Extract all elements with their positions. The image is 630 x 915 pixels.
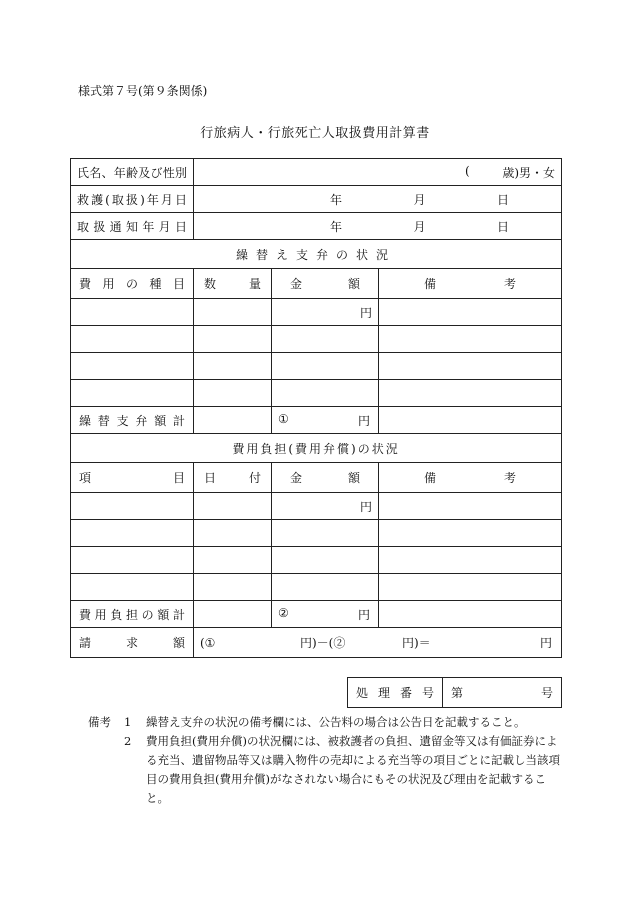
note-item — [88, 713, 568, 732]
col-amount: 金額 — [272, 463, 379, 493]
disbursement-section-title: 繰替え支弁の状況 — [71, 240, 562, 269]
month-label: 月 — [413, 192, 426, 207]
burden-header-row — [71, 463, 562, 493]
claim-formula-field[interactable] — [194, 628, 562, 658]
processing-prefix: 第 — [451, 686, 464, 700]
note-number: 2 — [124, 734, 132, 748]
amount-cell[interactable] — [272, 353, 379, 380]
note-indent — [88, 732, 124, 808]
disbursement-section-row — [71, 240, 562, 269]
remarks-cell[interactable] — [379, 493, 562, 520]
date-cell[interactable] — [194, 520, 272, 547]
processing-number-label: 処理番号 — [348, 678, 443, 708]
col-remarks: 備考 — [379, 463, 562, 493]
yen-unit: 円 — [357, 413, 370, 428]
age-paren-open: ( — [465, 163, 470, 178]
expense-type-cell[interactable] — [71, 380, 194, 407]
table-row — [71, 353, 562, 380]
date-cell[interactable] — [194, 493, 272, 520]
circle-one-mark: ① — [278, 411, 289, 426]
notes-lead: 備考 — [88, 715, 111, 729]
disbursement-total-qty-cell[interactable] — [194, 407, 272, 434]
burden-total-date-cell[interactable] — [194, 601, 272, 628]
claim-part-2: 円)－(② — [300, 636, 346, 650]
note-number: 1 — [124, 715, 132, 729]
remarks-cell[interactable] — [379, 547, 562, 574]
amount-cell[interactable] — [272, 520, 379, 547]
item-cell[interactable] — [71, 493, 194, 520]
remarks-cell[interactable] — [379, 574, 562, 601]
day-label: 日 — [497, 219, 510, 234]
expense-type-cell[interactable] — [71, 326, 194, 353]
table-row — [71, 326, 562, 353]
disbursement-total-row — [71, 407, 562, 434]
table-row — [71, 547, 562, 574]
table-row — [71, 299, 562, 326]
quantity-cell[interactable] — [194, 380, 272, 407]
note-text: 費用負担(費用弁償)の状況欄には、被救護者の負担、遺留金等又は有価証券による充当、遺留物品等又は購入物件の売却による充当等の項目ごとに記載し当該項目の費用負担(費用弁償)がなされない場合にもその状況及び理由を記載すること。 — [146, 734, 560, 805]
col-quantity: 数量 — [194, 269, 272, 299]
claim-part-1: (① — [200, 635, 216, 650]
quantity-cell[interactable] — [194, 326, 272, 353]
amount-cell[interactable]: 円 — [272, 299, 379, 326]
processing-number-table — [347, 677, 562, 708]
name-age-sex-row — [71, 159, 562, 186]
col-item: 項目 — [71, 463, 194, 493]
table-row — [71, 493, 562, 520]
item-cell[interactable] — [71, 547, 194, 574]
quantity-cell[interactable] — [194, 299, 272, 326]
rescue-date-row — [71, 186, 562, 213]
notice-date-label: 取扱通知年月日 — [71, 213, 194, 240]
claim-label: 請求額 — [71, 628, 194, 658]
item-cell[interactable] — [71, 520, 194, 547]
rescue-date-field[interactable] — [194, 186, 562, 213]
notes-section — [88, 713, 568, 808]
name-age-sex-field[interactable] — [194, 159, 562, 186]
claim-part-4: 円 — [539, 636, 552, 650]
date-cell[interactable] — [194, 547, 272, 574]
processing-number-field[interactable] — [443, 678, 562, 708]
processing-suffix: 号 — [540, 686, 553, 700]
yen-unit: 円 — [357, 607, 370, 622]
disbursement-total-amount-cell[interactable] — [272, 407, 379, 434]
burden-total-label: 費用負担の額計 — [71, 601, 194, 628]
remarks-cell[interactable] — [379, 380, 562, 407]
disbursement-header-row — [71, 269, 562, 299]
amount-cell[interactable]: 円 — [272, 493, 379, 520]
note-item — [88, 732, 568, 808]
document-title: 行旅病人・行旅死亡人取扱費用計算書 — [200, 126, 430, 141]
disbursement-total-label: 繰替支弁額計 — [71, 407, 194, 434]
month-label: 月 — [413, 219, 426, 234]
processing-number-row — [348, 678, 562, 708]
amount-cell[interactable] — [272, 574, 379, 601]
col-expense-type: 費用の種目 — [71, 269, 194, 299]
table-row — [71, 380, 562, 407]
claim-part-3: 円)＝ — [402, 636, 431, 650]
year-label: 年 — [330, 219, 343, 234]
burden-section-title: 費用負担(費用弁償)の状況 — [71, 434, 562, 463]
date-cell[interactable] — [194, 574, 272, 601]
form-number: 様式第７号(第９条関係) — [78, 84, 208, 98]
table-row — [71, 574, 562, 601]
name-age-sex-label: 氏名、年齢及び性別 — [71, 159, 194, 186]
amount-cell[interactable] — [272, 326, 379, 353]
day-label: 日 — [497, 192, 510, 207]
expense-type-cell[interactable] — [71, 299, 194, 326]
col-date: 日付 — [194, 463, 272, 493]
item-cell[interactable] — [71, 574, 194, 601]
remarks-cell[interactable] — [379, 520, 562, 547]
amount-cell[interactable] — [272, 547, 379, 574]
remarks-cell[interactable] — [379, 326, 562, 353]
burden-total-remarks-cell[interactable] — [379, 601, 562, 628]
rescue-date-label: 救護(取扱)年月日 — [71, 186, 194, 213]
quantity-cell[interactable] — [194, 353, 272, 380]
remarks-cell[interactable] — [379, 299, 562, 326]
expense-calculation-table — [70, 158, 562, 658]
notice-date-row — [71, 213, 562, 240]
circle-two-mark: ② — [278, 605, 289, 620]
col-amount: 金額 — [272, 269, 379, 299]
burden-section-row — [71, 434, 562, 463]
amount-cell[interactable] — [272, 380, 379, 407]
burden-total-amount-cell[interactable] — [272, 601, 379, 628]
disbursement-total-remarks-cell[interactable] — [379, 407, 562, 434]
notice-date-field[interactable] — [194, 213, 562, 240]
remarks-cell[interactable] — [379, 353, 562, 380]
note-text: 繰替え支弁の状況の備考欄には、公告料の場合は公告日を記載すること。 — [146, 715, 526, 729]
col-remarks: 備考 — [379, 269, 562, 299]
table-row — [71, 520, 562, 547]
year-label: 年 — [330, 192, 343, 207]
age-sex-suffix: 歳)男・女 — [502, 165, 556, 180]
claim-row — [71, 628, 562, 658]
expense-type-cell[interactable] — [71, 353, 194, 380]
burden-total-row — [71, 601, 562, 628]
